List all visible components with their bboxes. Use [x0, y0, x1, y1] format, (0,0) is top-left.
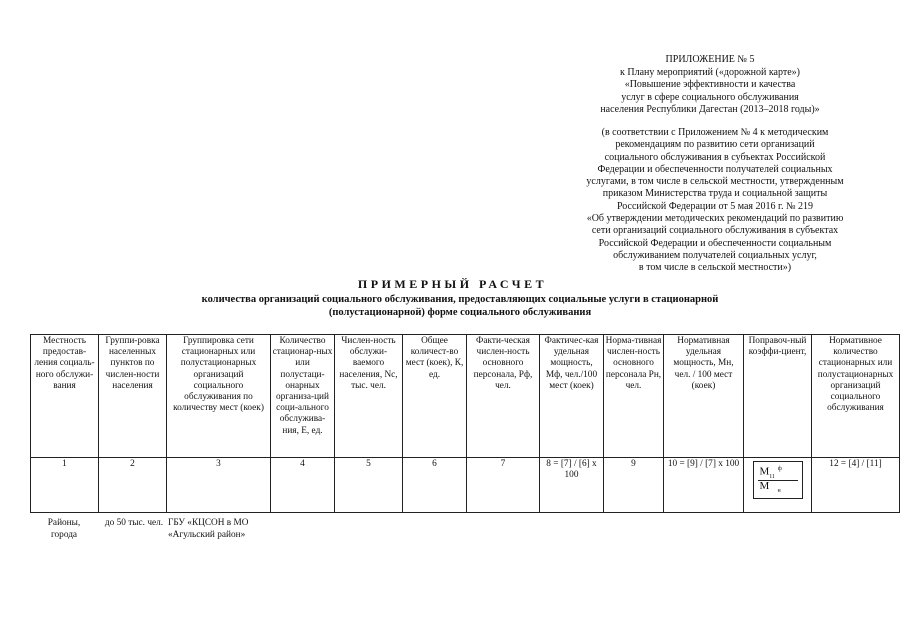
- header-cell: Норма-тивная числен-ность основного персонала Рн, чел.: [604, 335, 664, 458]
- compliance-line: Российской Федерации и обеспеченности социальным: [598, 237, 832, 249]
- column-number: 6: [403, 458, 467, 513]
- appendix-line: ПРИЛОЖЕНИЕ № 5: [665, 54, 755, 65]
- column-number: 7: [467, 458, 540, 513]
- header-cell: Поправоч-ный коэффи-циент,: [744, 335, 812, 458]
- header-cell: Числен-ность обслужи-ваемого населения, Nc, тыс. чел.: [335, 335, 403, 458]
- header-cell: Группировка сети стационарных или полустационарных организаций социального обслуживания по количеству мест (коек): [167, 335, 271, 458]
- compliance-line: сети организаций социального обслуживания в субъектах: [591, 225, 839, 237]
- header-cell: Нормативная удельная мощность, Мн, чел. / 100 мест (коек): [664, 335, 744, 458]
- organization-cell: ГБУ «КЦСОН в МО «Агульский район»: [168, 518, 249, 540]
- header-cell: Общее количест-во мест (коек), К, ед.: [403, 335, 467, 458]
- appendix-line: услуг в сфере социального обслуживания: [621, 91, 799, 103]
- compliance-line: Федерации и обеспеченности получателей социальных: [597, 163, 833, 175]
- compliance-line: «Об утверждении методических рекомендаций по развитию: [586, 213, 844, 225]
- locality-cell: Районы, города: [47, 518, 81, 540]
- column-number: 12 = [4] / [11]: [812, 458, 900, 513]
- header-cell: Местность предостав-ления социаль-ного обслужи-вания: [31, 335, 99, 458]
- column-number: 9: [604, 458, 664, 513]
- compliance-line: рекомендациям по развитию сети организаций: [615, 139, 815, 151]
- column-number: 3: [167, 458, 271, 513]
- document-title: ПРИМЕРНЫЙ РАСЧЕТ: [357, 277, 548, 291]
- compliance-line: приказом Министерства труда и социальной защиты: [602, 188, 828, 200]
- coefficient-fraction: [753, 461, 803, 499]
- document-subtitle: [150, 293, 770, 319]
- fraction-numerator: $М_{11}$ $^ф$: [759, 465, 782, 480]
- appendix-line: к Плану мероприятий («дорожной карте»): [620, 66, 800, 78]
- coefficient-formula-cell: [744, 458, 812, 513]
- header-cell: Фактичес-кая удельная мощность, Мф, чел./100 мест (коек): [540, 335, 604, 458]
- compliance-line: в том числе в сельской местности»): [638, 262, 792, 274]
- subtitle-line: (полустационарной) форме социального обслуживания: [328, 307, 592, 318]
- header-cell: Факти-ческая числен-ность основного персонала, Рф, чел.: [467, 335, 540, 458]
- compliance-line: Российской Федерации от 5 мая 2016 г. № 219: [616, 200, 814, 212]
- header-row: [31, 335, 900, 458]
- column-number: 4: [271, 458, 335, 513]
- column-number: 10 = [9] / [7] х 100: [664, 458, 744, 513]
- column-number-row: [31, 458, 900, 513]
- column-number: 8 = [7] / [6] х 100: [540, 458, 604, 513]
- fraction-denominator: М $_н$: [759, 480, 781, 495]
- column-number: 5: [335, 458, 403, 513]
- grouping-cell: до 50 тыс. чел.: [104, 518, 164, 528]
- header-cell: Группи-ровка населенных пунктов по числен-ности населения: [99, 335, 167, 458]
- column-number: 2: [99, 458, 167, 513]
- appendix-line: «Повышение эффективности и качества: [624, 79, 796, 90]
- appendix-block: [540, 54, 880, 117]
- compliance-line: социального обслуживания в субъектах Российской: [604, 151, 826, 163]
- subtitle-line: количества организаций социального обслуживания, предоставляющих социальные услуги в стационарной: [201, 294, 719, 305]
- compliance-line: (в соответствии с Приложением № 4 к методическим: [601, 127, 829, 138]
- column-number: 1: [31, 458, 99, 513]
- calculation-table: [30, 334, 900, 513]
- header-cell: Нормативное количество стационарных или полустационарных организаций социального обслуживания: [812, 335, 900, 458]
- appendix-line: населения Республики Дагестан (2013–2018 годы)»: [600, 104, 820, 115]
- compliance-line: обслуживанием получателей социальных услуг,: [613, 249, 817, 261]
- compliance-line: услугами, в том числе в сельской местности, утвержденным: [586, 176, 844, 188]
- compliance-note: [555, 127, 875, 275]
- header-cell: Количество стационар-ных или полустаци-онарных организа-ций соци-ального обслужива-ния, Е, ед.: [271, 335, 335, 458]
